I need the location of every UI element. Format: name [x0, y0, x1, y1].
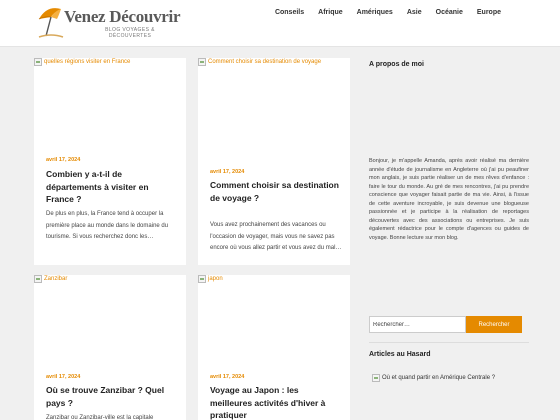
- post-image-alt: Zanzibar: [44, 276, 68, 282]
- broken-image-icon: [198, 58, 206, 66]
- post-image[interactable]: [198, 58, 321, 66]
- broken-image-icon: [34, 275, 42, 283]
- post-date: avril 17, 2024: [46, 374, 81, 380]
- nav-item-oceanie[interactable]: Océanie: [435, 9, 463, 16]
- nav-item-asie[interactable]: Asie: [406, 9, 422, 16]
- post-card: [198, 275, 350, 420]
- random-article-image[interactable]: [372, 374, 495, 382]
- post-image[interactable]: [198, 275, 223, 283]
- post-card: [34, 275, 186, 420]
- search-input[interactable]: [369, 316, 466, 333]
- broken-image-icon: [372, 374, 380, 382]
- post-title[interactable]: Comment choisir sa destination de voyage ?: [210, 180, 339, 203]
- about-text: Bonjour, je m'appelle Amanda, après avoir réalisé ma dernière année d'étude de journalisme en Angleterre où j'ai pu peaufiner mon anglais, je suis partie réaliser un de mes rêves d'enfance : faire le tour du monde. Au gré de mes rencontres, j'ai pu prendre conscience que voyager faisait partie de ma vie. Ainsi, à l'issue de cette aventure incroyable, je suis devenue une blogueuse passionnée et je participe à la réalisation de reportages découvertes avec des associations ou entreprises. Je suis également rédactrice pour le compte d'agences ou guides de voyage. Bonne lecture sur mon blog.: [369, 158, 529, 241]
- sidebar-divider: [369, 342, 529, 343]
- search-form: [369, 316, 522, 333]
- post-title[interactable]: Où se trouve Zanzibar ? Quel pays ?: [46, 385, 165, 408]
- broken-image-icon: [34, 58, 42, 66]
- nav-item-conseils[interactable]: Conseils: [274, 9, 305, 16]
- random-article-image-alt: Où et quand partir en Amérique Centrale ?: [382, 375, 496, 381]
- nav-item-afrique[interactable]: Afrique: [318, 9, 343, 16]
- post-image-alt: japon: [208, 276, 223, 282]
- site-logo[interactable]: [37, 5, 181, 43]
- main-nav: [268, 9, 508, 16]
- broken-image-icon: [198, 275, 206, 283]
- logo-title: Venez Découvrir: [64, 7, 181, 26]
- about-title: A propos de moi: [369, 61, 424, 68]
- post-date: avril 17, 2024: [210, 374, 245, 380]
- site-header: [0, 0, 560, 47]
- nav-item-europe[interactable]: Europe: [476, 9, 501, 16]
- logo-tagline: BLOG VOYAGES & DÉCOUVERTES: [105, 27, 155, 39]
- post-date: avril 17, 2024: [46, 157, 81, 163]
- post-excerpt: Vous avez prochainement des vacances ou l'occasion de voyager, mais vous ne savez pas encore où vous allez partir et vous avez du mal…: [210, 222, 342, 251]
- search-button[interactable]: Rechercher: [466, 316, 522, 333]
- post-title[interactable]: Combien y a-t-il de départements à visiter en France ?: [46, 169, 149, 204]
- post-card: [34, 58, 186, 265]
- nav-item-ameriques[interactable]: Amériques: [356, 9, 393, 16]
- random-articles-title: Articles au Hasard: [369, 351, 431, 358]
- post-image[interactable]: [34, 58, 130, 66]
- post-image-alt: Comment choisir sa destination de voyage: [208, 59, 322, 65]
- post-excerpt: De plus en plus, la France tend à occuper la première place au monde dans le domaine du tourisme. Si vous recherchez donc les…: [46, 211, 169, 240]
- post-date: avril 17, 2024: [210, 169, 245, 175]
- post-title[interactable]: Voyage au Japon : les meilleures activités d'hiver à pratiquer: [210, 385, 326, 420]
- post-image[interactable]: [34, 275, 67, 283]
- post-excerpt: Zanzibar ou Zanzibar-ville est la capitale: [46, 415, 154, 420]
- post-card: [198, 58, 350, 265]
- beach-umbrella-icon: [37, 5, 67, 39]
- post-image-alt: quelles régions visiter en France: [44, 59, 131, 65]
